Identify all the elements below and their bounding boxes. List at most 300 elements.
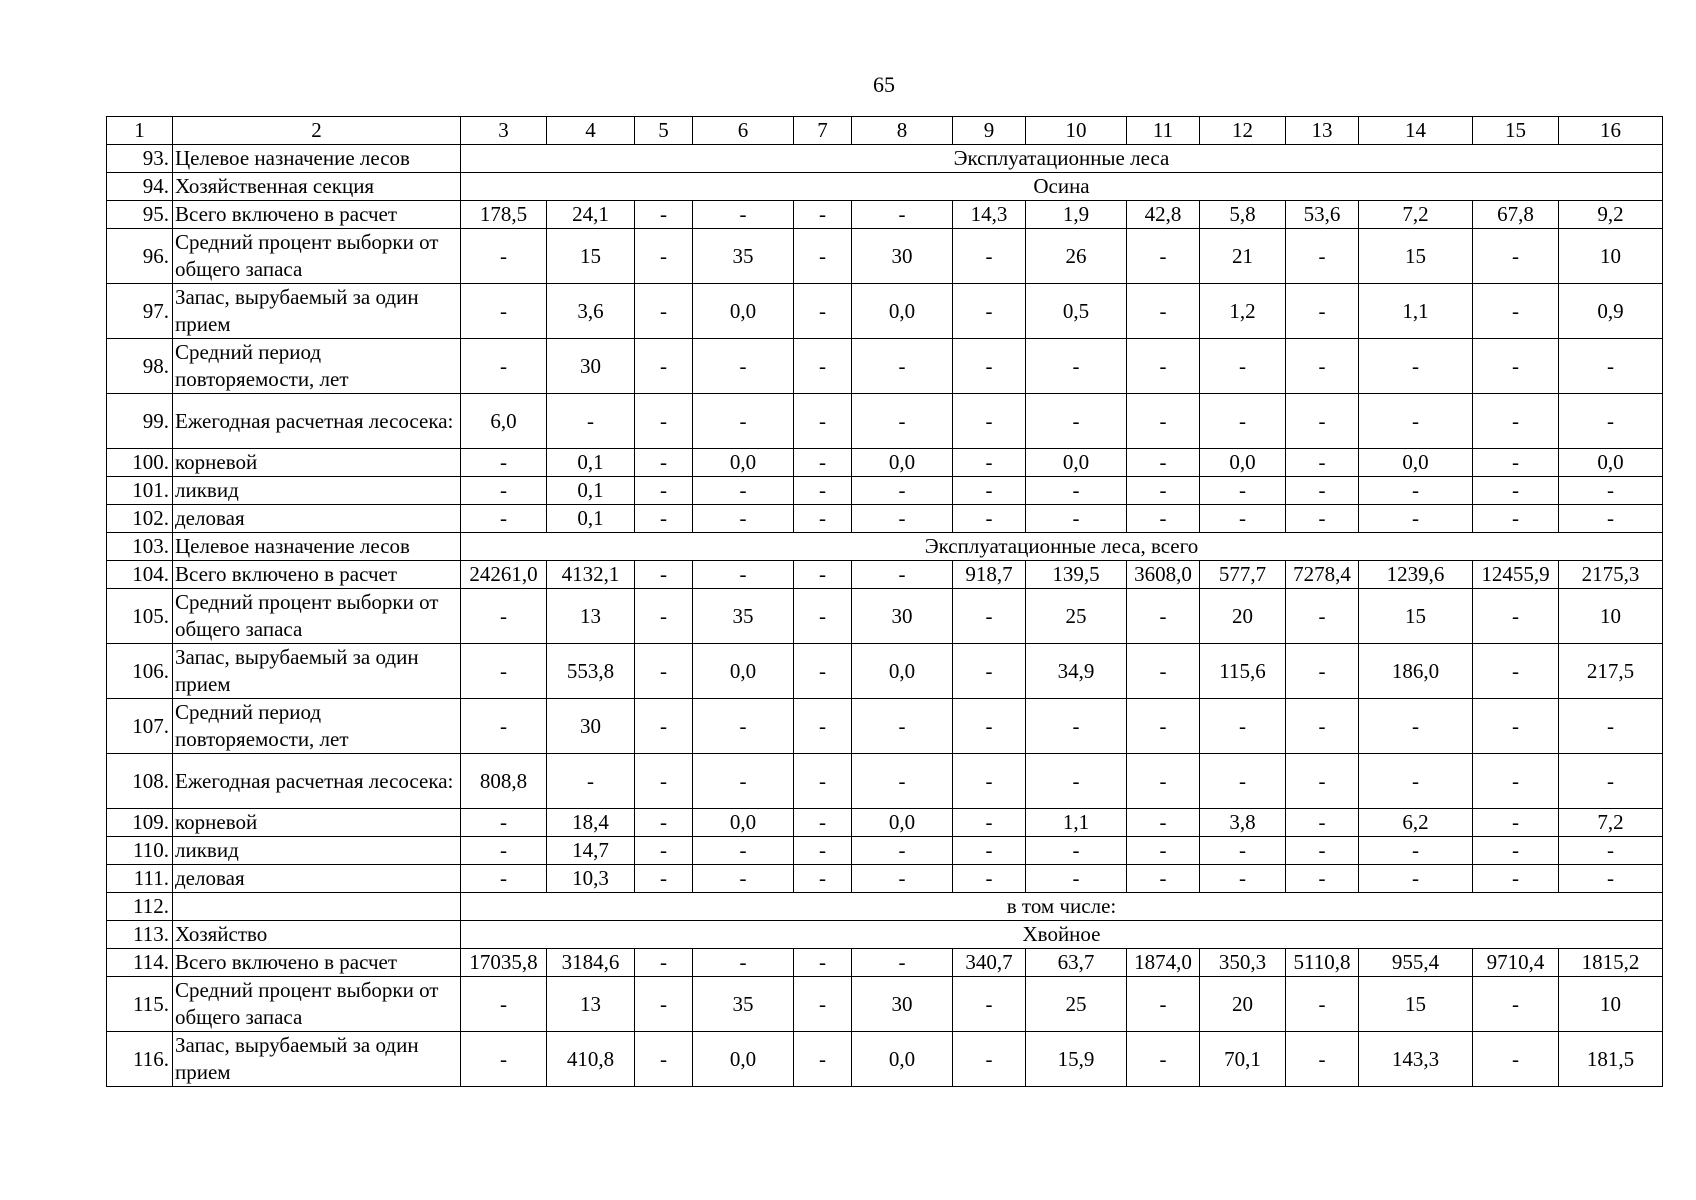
row-name: Запас, вырубаемый за один прием: [173, 1032, 461, 1087]
table-cell: 139,5: [1026, 561, 1127, 589]
table-cell: -: [794, 977, 852, 1032]
table-cell: -: [953, 754, 1026, 809]
table-cell: -: [1473, 394, 1559, 449]
table-cell: -: [461, 284, 547, 339]
column-header: 6: [693, 117, 794, 145]
table-cell: -: [693, 561, 794, 589]
table-cell: -: [1127, 699, 1200, 754]
table-cell: -: [1286, 865, 1359, 893]
row-name: Хозяйственная секция: [173, 173, 461, 201]
table-cell: -: [635, 589, 693, 644]
row-name: Средний период повторяемости, лет: [173, 339, 461, 394]
table-cell: 0,0: [852, 449, 953, 477]
section-title: Эксплуатационные леса, всего: [461, 533, 1663, 561]
table-cell: 10: [1559, 589, 1663, 644]
table-cell: -: [953, 644, 1026, 699]
table-cell: -: [794, 865, 852, 893]
table-cell: -: [1359, 339, 1473, 394]
section-title: Осина: [461, 173, 1663, 201]
table-cell: 6,0: [461, 394, 547, 449]
column-header: 9: [953, 117, 1026, 145]
table-cell: -: [953, 505, 1026, 533]
table-cell: -: [1127, 977, 1200, 1032]
row-name: ликвид: [173, 837, 461, 865]
table-cell: -: [1026, 865, 1127, 893]
table-cell: -: [1559, 699, 1663, 754]
section-title: Эксплуатационные леса: [461, 145, 1663, 173]
column-header: 2: [173, 117, 461, 145]
row-number: 106.: [107, 644, 173, 699]
table-cell: 0,0: [1026, 449, 1127, 477]
table-cell: 1815,2: [1559, 949, 1663, 977]
table-cell: 143,3: [1359, 1032, 1473, 1087]
table-cell: -: [635, 201, 693, 229]
table-cell: 7278,4: [1286, 561, 1359, 589]
table-cell: -: [1200, 339, 1286, 394]
column-header: 8: [852, 117, 953, 145]
table-cell: 1239,6: [1359, 561, 1473, 589]
table-cell: -: [1127, 865, 1200, 893]
table-cell: 115,6: [1200, 644, 1286, 699]
table-cell: -: [794, 644, 852, 699]
table-cell: 20: [1200, 589, 1286, 644]
table-cell: 1874,0: [1127, 949, 1200, 977]
table-cell: -: [794, 505, 852, 533]
table-cell: -: [1286, 229, 1359, 284]
table-cell: -: [1127, 837, 1200, 865]
table-cell: 3,6: [547, 284, 635, 339]
table-row: [107, 145, 1663, 173]
table-row: [107, 809, 1663, 837]
table-cell: 186,0: [1359, 644, 1473, 699]
table-cell: -: [852, 561, 953, 589]
table-cell: -: [635, 284, 693, 339]
table-cell: 3,8: [1200, 809, 1286, 837]
table-cell: -: [693, 477, 794, 505]
table-cell: -: [1473, 754, 1559, 809]
table-cell: -: [1127, 505, 1200, 533]
table-cell: 0,1: [547, 449, 635, 477]
table-cell: 0,0: [693, 284, 794, 339]
table-cell: -: [1026, 505, 1127, 533]
table-cell: -: [1359, 505, 1473, 533]
table-cell: 70,1: [1200, 1032, 1286, 1087]
table-cell: 3184,6: [547, 949, 635, 977]
column-header: 12: [1200, 117, 1286, 145]
table-cell: 1,1: [1359, 284, 1473, 339]
table-cell: -: [1026, 754, 1127, 809]
table-cell: -: [1127, 229, 1200, 284]
table-cell: -: [693, 339, 794, 394]
table-cell: -: [1286, 339, 1359, 394]
table-cell: -: [1026, 837, 1127, 865]
table-cell: -: [1559, 339, 1663, 394]
table-cell: -: [1127, 449, 1200, 477]
table-cell: -: [1359, 865, 1473, 893]
table-cell: -: [852, 754, 953, 809]
table-cell: -: [1473, 865, 1559, 893]
table-cell: -: [461, 809, 547, 837]
table-row: [107, 533, 1663, 561]
row-number: 95.: [107, 201, 173, 229]
table-cell: 20: [1200, 977, 1286, 1032]
table-cell: -: [461, 229, 547, 284]
table-cell: -: [1286, 699, 1359, 754]
table-cell: -: [953, 229, 1026, 284]
row-name: Ежегодная расчетная лесосека:: [173, 394, 461, 449]
table-cell: -: [461, 339, 547, 394]
forest-data-table: [106, 116, 1663, 1087]
table-cell: -: [693, 949, 794, 977]
table-row: [107, 339, 1663, 394]
table-row: [107, 977, 1663, 1032]
table-cell: -: [852, 505, 953, 533]
table-cell: 10: [1559, 977, 1663, 1032]
table-cell: 3608,0: [1127, 561, 1200, 589]
table-cell: -: [1200, 865, 1286, 893]
table-cell: -: [1127, 394, 1200, 449]
table-cell: -: [1026, 699, 1127, 754]
table-cell: -: [852, 837, 953, 865]
table-cell: -: [1473, 1032, 1559, 1087]
table-cell: -: [794, 561, 852, 589]
row-name: Средний процент выборки от общего запаса: [173, 977, 461, 1032]
table-cell: -: [1286, 394, 1359, 449]
table-cell: -: [1286, 644, 1359, 699]
table-cell: -: [1359, 754, 1473, 809]
table-cell: -: [1127, 644, 1200, 699]
table-cell: -: [953, 589, 1026, 644]
table-row: [107, 229, 1663, 284]
table-row: [107, 394, 1663, 449]
table-cell: -: [635, 837, 693, 865]
row-name: корневой: [173, 809, 461, 837]
table-cell: -: [953, 449, 1026, 477]
table-row: [107, 449, 1663, 477]
table-cell: -: [635, 229, 693, 284]
table-cell: -: [461, 977, 547, 1032]
table-cell: -: [794, 1032, 852, 1087]
table-cell: 0,1: [547, 505, 635, 533]
table-cell: 30: [547, 339, 635, 394]
table-row: [107, 754, 1663, 809]
table-cell: -: [547, 394, 635, 449]
table-cell: -: [1127, 754, 1200, 809]
table-cell: -: [953, 284, 1026, 339]
table-cell: -: [1127, 477, 1200, 505]
table-cell: -: [1200, 477, 1286, 505]
table-row: [107, 893, 1663, 921]
table-cell: -: [1559, 865, 1663, 893]
table-cell: 35: [693, 589, 794, 644]
table-cell: 7,2: [1559, 809, 1663, 837]
table-cell: 918,7: [953, 561, 1026, 589]
table-cell: 0,5: [1026, 284, 1127, 339]
page-number: 65: [873, 72, 895, 97]
table-cell: -: [953, 865, 1026, 893]
column-header: 4: [547, 117, 635, 145]
row-name: Целевое назначение лесов: [173, 533, 461, 561]
table-cell: -: [1286, 449, 1359, 477]
table-cell: -: [1473, 505, 1559, 533]
table-cell: 178,5: [461, 201, 547, 229]
table-cell: -: [461, 837, 547, 865]
table-cell: 181,5: [1559, 1032, 1663, 1087]
table-cell: 35: [693, 977, 794, 1032]
column-header: 11: [1127, 117, 1200, 145]
table-cell: -: [953, 809, 1026, 837]
table-cell: -: [953, 977, 1026, 1032]
column-header: 10: [1026, 117, 1127, 145]
table-cell: -: [1473, 477, 1559, 505]
table-cell: -: [953, 837, 1026, 865]
row-number: 100.: [107, 449, 173, 477]
row-number: 96.: [107, 229, 173, 284]
table-cell: -: [794, 229, 852, 284]
table-cell: -: [1127, 809, 1200, 837]
table-cell: 17035,8: [461, 949, 547, 977]
table-cell: -: [1286, 477, 1359, 505]
table-cell: 577,7: [1200, 561, 1286, 589]
table-cell: -: [1026, 394, 1127, 449]
table-cell: 217,5: [1559, 644, 1663, 699]
row-number: 103.: [107, 533, 173, 561]
table-cell: 1,1: [1026, 809, 1127, 837]
table-cell: -: [852, 477, 953, 505]
table-row: [107, 1032, 1663, 1087]
table-cell: 0,0: [693, 1032, 794, 1087]
table-cell: -: [794, 284, 852, 339]
table-cell: -: [1473, 699, 1559, 754]
table-cell: -: [693, 505, 794, 533]
table-cell: 0,1: [547, 477, 635, 505]
table-cell: -: [1286, 505, 1359, 533]
table-cell: -: [1200, 754, 1286, 809]
column-header: 7: [794, 117, 852, 145]
table-cell: -: [794, 589, 852, 644]
table-cell: -: [461, 865, 547, 893]
table-cell: 14,7: [547, 837, 635, 865]
header-row: [107, 117, 1663, 145]
table-cell: -: [794, 449, 852, 477]
row-number: 101.: [107, 477, 173, 505]
table-cell: 15: [1359, 229, 1473, 284]
table-cell: -: [693, 201, 794, 229]
table-cell: 0,0: [1359, 449, 1473, 477]
table-cell: -: [794, 754, 852, 809]
table-cell: 410,8: [547, 1032, 635, 1087]
table-cell: -: [1026, 339, 1127, 394]
table-cell: 0,0: [1559, 449, 1663, 477]
row-name: Ежегодная расчетная лесосека:: [173, 754, 461, 809]
table-cell: 10: [1559, 229, 1663, 284]
table-cell: -: [635, 644, 693, 699]
row-number: 109.: [107, 809, 173, 837]
table-cell: 1,2: [1200, 284, 1286, 339]
column-header: 5: [635, 117, 693, 145]
table-cell: -: [1200, 837, 1286, 865]
table-cell: -: [1359, 837, 1473, 865]
table-cell: 350,3: [1200, 949, 1286, 977]
table-cell: -: [1286, 754, 1359, 809]
table-cell: 5,8: [1200, 201, 1286, 229]
table-cell: -: [953, 394, 1026, 449]
table-cell: -: [461, 699, 547, 754]
table-cell: -: [1200, 699, 1286, 754]
table-cell: -: [693, 837, 794, 865]
table-cell: -: [547, 754, 635, 809]
table-cell: 25: [1026, 977, 1127, 1032]
table-cell: -: [1286, 837, 1359, 865]
table-cell: -: [953, 1032, 1026, 1087]
table-cell: 53,6: [1286, 201, 1359, 229]
row-number: 116.: [107, 1032, 173, 1087]
table-cell: 5110,8: [1286, 949, 1359, 977]
table-cell: 63,7: [1026, 949, 1127, 977]
table-cell: 0,0: [852, 644, 953, 699]
table-cell: 9710,4: [1473, 949, 1559, 977]
table-cell: 340,7: [953, 949, 1026, 977]
table-cell: -: [852, 201, 953, 229]
table-cell: 0,0: [852, 809, 953, 837]
table-cell: 7,2: [1359, 201, 1473, 229]
table-row: [107, 644, 1663, 699]
row-name: Всего включено в расчет: [173, 561, 461, 589]
row-name: Запас, вырубаемый за один прием: [173, 644, 461, 699]
table-cell: -: [635, 809, 693, 837]
row-number: 108.: [107, 754, 173, 809]
table-cell: 955,4: [1359, 949, 1473, 977]
table-cell: -: [1359, 699, 1473, 754]
table-cell: -: [794, 949, 852, 977]
table-cell: -: [1473, 809, 1559, 837]
table-cell: -: [1127, 284, 1200, 339]
table-cell: -: [635, 754, 693, 809]
table-cell: -: [1286, 284, 1359, 339]
table-cell: -: [1473, 644, 1559, 699]
table-cell: -: [693, 865, 794, 893]
row-name: Запас, вырубаемый за один прием: [173, 284, 461, 339]
column-header: 15: [1473, 117, 1559, 145]
table-cell: -: [461, 589, 547, 644]
row-number: 97.: [107, 284, 173, 339]
row-name: Средний период повторяемости, лет: [173, 699, 461, 754]
section-title: Хвойное: [461, 921, 1663, 949]
row-number: 113.: [107, 921, 173, 949]
table-cell: -: [461, 505, 547, 533]
table-row: [107, 477, 1663, 505]
table-cell: -: [852, 949, 953, 977]
table-cell: -: [794, 201, 852, 229]
table-cell: -: [635, 699, 693, 754]
table-cell: -: [635, 394, 693, 449]
table-cell: 18,4: [547, 809, 635, 837]
table-cell: -: [794, 809, 852, 837]
table-cell: 6,2: [1359, 809, 1473, 837]
table-cell: -: [635, 449, 693, 477]
table-cell: 34,9: [1026, 644, 1127, 699]
table-cell: 35: [693, 229, 794, 284]
table-row: [107, 561, 1663, 589]
table-cell: 26: [1026, 229, 1127, 284]
table-row: [107, 921, 1663, 949]
table-row: [107, 699, 1663, 754]
table-cell: 15: [1359, 589, 1473, 644]
column-header: 16: [1559, 117, 1663, 145]
row-number: 105.: [107, 589, 173, 644]
table-cell: -: [1559, 505, 1663, 533]
table-cell: -: [1473, 977, 1559, 1032]
table-cell: -: [1473, 284, 1559, 339]
table-cell: -: [794, 699, 852, 754]
row-number: 107.: [107, 699, 173, 754]
table-cell: -: [635, 949, 693, 977]
row-name: Средний процент выборки от общего запаса: [173, 589, 461, 644]
table-cell: -: [461, 1032, 547, 1087]
table-cell: 13: [547, 977, 635, 1032]
table-cell: -: [852, 394, 953, 449]
row-name: Целевое назначение лесов: [173, 145, 461, 173]
table-row: [107, 837, 1663, 865]
table-cell: -: [1473, 449, 1559, 477]
column-header: 13: [1286, 117, 1359, 145]
table-cell: 24261,0: [461, 561, 547, 589]
table-cell: 15,9: [1026, 1032, 1127, 1087]
row-number: 93.: [107, 145, 173, 173]
table-row: [107, 589, 1663, 644]
table-cell: -: [794, 477, 852, 505]
table-cell: -: [1473, 229, 1559, 284]
row-number: 104.: [107, 561, 173, 589]
table-cell: -: [794, 339, 852, 394]
table-cell: 0,0: [852, 284, 953, 339]
table-cell: -: [635, 477, 693, 505]
table-cell: 553,8: [547, 644, 635, 699]
table-cell: 14,3: [953, 201, 1026, 229]
table-cell: 0,0: [693, 644, 794, 699]
row-name: корневой: [173, 449, 461, 477]
table-cell: 30: [852, 977, 953, 1032]
row-number: 111.: [107, 865, 173, 893]
table-cell: 1,9: [1026, 201, 1127, 229]
table-cell: -: [1559, 394, 1663, 449]
row-number: 102.: [107, 505, 173, 533]
column-header: 3: [461, 117, 547, 145]
table-cell: 0,0: [1200, 449, 1286, 477]
table-row: [107, 505, 1663, 533]
table-row: [107, 173, 1663, 201]
row-number: 112.: [107, 893, 173, 921]
table-cell: -: [693, 699, 794, 754]
row-number: 115.: [107, 977, 173, 1032]
table-cell: -: [1286, 589, 1359, 644]
table-cell: -: [693, 754, 794, 809]
row-name: Хозяйство: [173, 921, 461, 949]
table-cell: -: [1127, 589, 1200, 644]
table-cell: -: [461, 449, 547, 477]
table-cell: 0,0: [693, 809, 794, 837]
table-cell: 42,8: [1127, 201, 1200, 229]
section-title: в том числе:: [461, 893, 1663, 921]
table-cell: -: [635, 561, 693, 589]
table-cell: -: [461, 644, 547, 699]
table-cell: 15: [1359, 977, 1473, 1032]
row-name: [173, 893, 461, 921]
table-cell: -: [794, 394, 852, 449]
row-number: 99.: [107, 394, 173, 449]
table-cell: -: [1473, 339, 1559, 394]
table-cell: -: [1559, 754, 1663, 809]
